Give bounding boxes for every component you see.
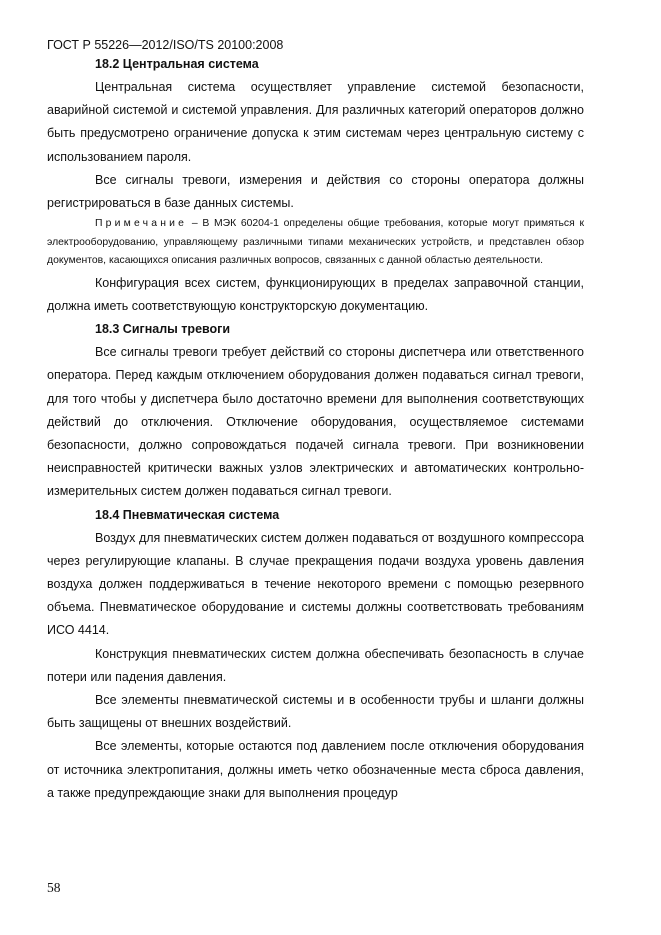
document-body: [47, 53, 584, 805]
note-text: – В МЭК 60204-1 определены общие требования, которые могут примяться к электрооборудованию, управляющему различными типами механических устройств, и представлен обзор документов, касающихся описания различных вопросов, связанных с данной областью деятельности.: [47, 218, 584, 267]
paragraph: Все сигналы тревоги, измерения и действия со стороны оператора должны регистрироваться в базе данных системы.: [47, 172, 584, 211]
page-number: 58: [47, 880, 61, 895]
section-heading-18-3: 18.3 Сигналы тревоги: [95, 322, 231, 337]
paragraph: Все элементы, которые остаются под давлением после отключения оборудования от источника электропитания, должны иметь четко обозначенные места сброса давления, а также предупреждающие знаки для выполнения процедур: [47, 739, 584, 800]
paragraph: Конструкция пневматических систем должна обеспечивать безопасность в случае потери или падения давления.: [47, 646, 584, 684]
paragraph: Все сигналы тревоги требует действий со стороны диспетчера или ответственного оператора. Перед каждым отключением оборудования должен подаваться сигнал тревоги, для того чтобы у диспетчера было достаточно времени для выполнения соответствующих действий до отключения. Отключение оборудования, осуществляемое системами безопасности, должно сопровождаться подачей сигнала тревоги. При возникновении неисправностей критически важных узлов электрических и автоматических контрольно-измерительных систем должен подаваться сигнал тревоги.: [47, 345, 584, 499]
note-label: Примечание: [95, 218, 188, 230]
section-heading-18-2: 18.2 Центральная система: [95, 57, 259, 71]
paragraph: Центральная система осуществляет управление системой безопасности, аварийной системой и системой управления. Для различных категорий операторов должно быть предусмотрено ограничение допуска к этим системам через центральную систему с использованием пароля.: [47, 80, 584, 164]
document-header: ГОСТ Р 55226—2012/ISO/TS 20100:2008: [47, 38, 284, 52]
section-heading-18-4: 18.4 Пневматическая система: [95, 507, 280, 522]
note: [47, 215, 584, 271]
paragraph: Конфигурация всех систем, функционирующих в пределах заправочной станции, должна иметь соответствующую конструкторскую документацию.: [47, 275, 584, 313]
paragraph: Все элементы пневматической системы и в особенности трубы и шланги должны быть защищены от внешних воздействий.: [47, 692, 584, 731]
paragraph: Воздух для пневматических систем должен подаваться от воздушного компрессора через регулирующие клапаны. В случае прекращения подачи воздуха уровень давления воздуха должен поддерживаться в течение некоторого времени с помощью резервного объема. Пневматическое оборудование и системы должны соответствовать требованиям ИСО 4414.: [47, 530, 584, 638]
